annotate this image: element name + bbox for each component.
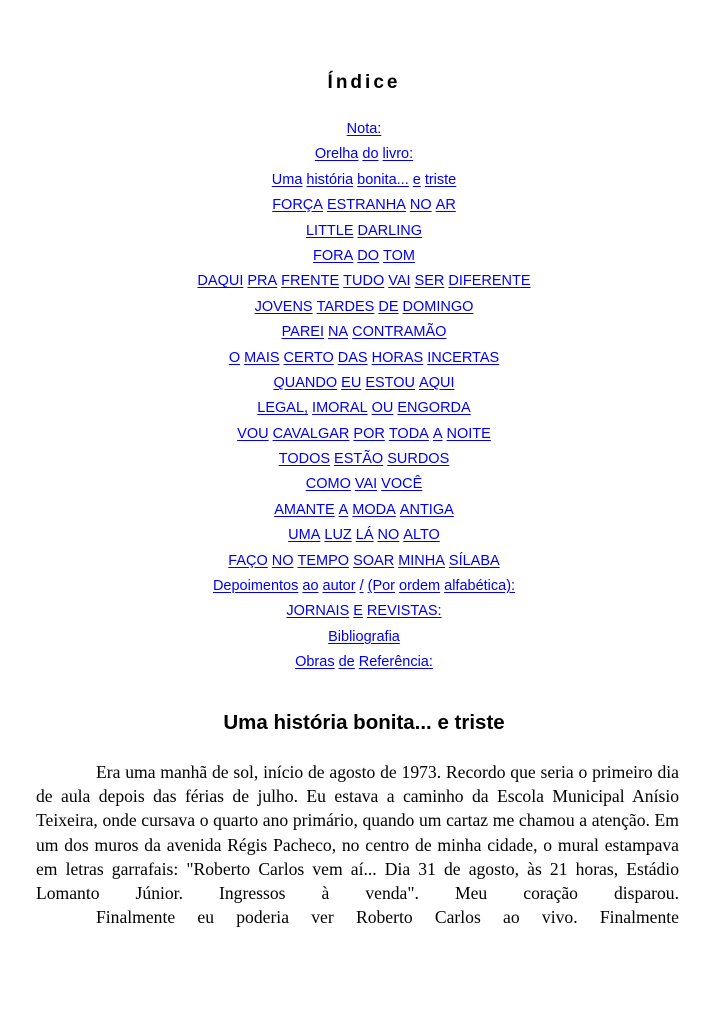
toc-link[interactable]: TEMPO — [297, 552, 350, 569]
toc-link[interactable]: ENGORDA — [397, 400, 471, 417]
toc-link[interactable]: ESTOU — [365, 374, 416, 391]
toc-link[interactable]: LITTLE — [305, 222, 354, 239]
toc-link[interactable]: UMA — [288, 527, 321, 544]
toc-link[interactable]: COMO — [305, 476, 351, 493]
toc-link[interactable]: NO — [377, 527, 400, 544]
toc-link[interactable]: MINHA — [398, 552, 445, 569]
toc-link[interactable]: TODOS — [278, 451, 331, 468]
toc-link[interactable]: JORNAIS — [286, 603, 350, 620]
toc-entry — [0, 625, 728, 650]
toc-link[interactable]: Depoimentos — [212, 578, 299, 595]
toc-link[interactable]: TODA — [388, 425, 429, 442]
toc-link[interactable]: AQUI — [419, 374, 455, 391]
toc-link[interactable]: ESTÃO — [334, 451, 384, 468]
toc-link[interactable]: QUANDO — [273, 374, 338, 391]
toc-link[interactable]: NOITE — [446, 425, 491, 442]
toc-link[interactable]: do — [362, 146, 379, 163]
toc-link[interactable]: ordem — [399, 578, 441, 595]
toc-link[interactable]: TARDES — [316, 298, 375, 315]
toc-link[interactable]: de — [338, 654, 355, 671]
toc-entry — [0, 168, 728, 193]
toc-link[interactable]: Orelha — [314, 146, 359, 163]
toc-link[interactable]: LUZ — [324, 527, 352, 544]
toc-link[interactable]: livro: — [382, 146, 414, 163]
toc-entry — [0, 498, 728, 523]
toc-link[interactable]: VOU — [237, 425, 269, 442]
toc-link[interactable]: REVISTAS: — [366, 603, 442, 620]
toc-link[interactable]: O — [228, 349, 241, 366]
toc-link[interactable]: FORA — [313, 247, 354, 264]
toc-link[interactable]: TOM — [383, 247, 415, 264]
section-title: Uma história bonita... e triste — [223, 711, 505, 734]
toc-entry — [0, 346, 728, 371]
toc-entry — [0, 650, 728, 675]
toc-link[interactable]: FAÇO — [228, 552, 268, 569]
toc-link[interactable]: Referência: — [358, 654, 433, 671]
toc-link[interactable]: ALTO — [403, 527, 440, 544]
toc-link[interactable]: triste — [424, 171, 457, 188]
paragraph-2: Finalmente eu poderia ver Roberto Carlos ao vivo. Finalmente — [96, 907, 679, 928]
toc-link[interactable]: A — [432, 425, 443, 442]
toc-entry — [0, 320, 728, 345]
toc-link[interactable]: bonita... — [357, 171, 409, 188]
toc-link[interactable]: NA — [328, 324, 349, 341]
toc-link[interactable]: JOVENS — [254, 298, 313, 315]
toc-link[interactable]: e — [412, 171, 421, 188]
toc-link[interactable]: DE — [378, 298, 399, 315]
toc-link[interactable]: MAIS — [244, 349, 280, 366]
body-text — [36, 760, 679, 929]
table-of-contents — [0, 117, 728, 676]
toc-link[interactable]: DAS — [337, 349, 368, 366]
toc-link[interactable]: NO — [409, 197, 432, 214]
toc-entry — [0, 269, 728, 294]
toc-link[interactable]: TUDO — [343, 273, 385, 290]
toc-entry — [0, 193, 728, 218]
toc-link[interactable]: AR — [435, 197, 456, 214]
toc-link[interactable]: DOMINGO — [402, 298, 474, 315]
toc-link[interactable]: DAQUI — [197, 273, 244, 290]
toc-link[interactable]: Uma — [271, 171, 303, 188]
toc-link[interactable]: história — [306, 171, 354, 188]
toc-link[interactable]: alfabética): — [444, 578, 516, 595]
toc-entry — [0, 371, 728, 396]
toc-link[interactable]: autor — [322, 578, 356, 595]
index-title: Índice — [327, 72, 401, 93]
toc-link[interactable]: NO — [271, 552, 294, 569]
toc-link[interactable]: E — [353, 603, 363, 620]
toc-link[interactable]: DO — [357, 247, 380, 264]
toc-link[interactable]: INCERTAS — [427, 349, 500, 366]
toc-link[interactable]: MODA — [352, 501, 396, 518]
toc-entry — [0, 549, 728, 574]
toc-link[interactable]: ao — [302, 578, 319, 595]
toc-link[interactable]: LEGAL, — [257, 400, 309, 417]
toc-link[interactable]: LÁ — [355, 527, 374, 544]
toc-entry — [0, 117, 728, 142]
toc-link[interactable]: Nota: — [346, 121, 382, 137]
toc-link[interactable]: ESTRANHA — [326, 197, 406, 214]
toc-link[interactable]: SURDOS — [387, 451, 450, 468]
paragraph-1: Era uma manhã de sol, início de agosto de 1973. Recordo que seria o primeiro dia de aula depois das férias de julho. Eu estava a caminho da Escola Municipal Anísio Teixeira, onde cursava o quarto ano primário, quando um cartaz me chamou a atenção. Em um dos muros da avenida Régis Pacheco, no centro de minha cidade, o mural estampava em letras garrafais: "Roberto Carlos vem aí... Dia 31 de agosto, às 21 horas, Estádio Lomanto Júnior. Ingressos à venda". Meu coração disparou. — [36, 762, 679, 904]
toc-link[interactable]: EU — [341, 374, 362, 391]
toc-link[interactable]: VOCÊ — [381, 476, 423, 493]
toc-entry — [0, 574, 728, 599]
toc-link[interactable]: SER — [414, 273, 445, 290]
toc-link[interactable]: FRENTE — [281, 273, 340, 290]
toc-entry — [0, 295, 728, 320]
toc-link[interactable]: SÍLABA — [448, 552, 500, 569]
toc-link[interactable]: A — [338, 501, 349, 518]
toc-entry — [0, 422, 728, 447]
toc-link[interactable]: OU — [371, 400, 394, 417]
toc-link[interactable]: CONTRAMÃO — [352, 324, 447, 341]
toc-entry — [0, 472, 728, 497]
toc-link[interactable]: AMANTE — [274, 501, 335, 518]
toc-link[interactable]: Obras — [295, 654, 335, 671]
toc-link[interactable]: HORAS — [371, 349, 424, 366]
toc-link[interactable]: CAVALGAR — [272, 425, 350, 442]
toc-link[interactable]: VAI — [388, 273, 411, 290]
toc-entry — [0, 244, 728, 269]
toc-link[interactable]: DARLING — [357, 222, 422, 239]
toc-entry — [0, 523, 728, 548]
toc-link[interactable]: (Por — [367, 578, 396, 595]
toc-entry — [0, 599, 728, 624]
toc-link[interactable]: PAREI — [281, 324, 325, 341]
toc-link[interactable]: ANTIGA — [399, 501, 454, 518]
toc-entry — [0, 447, 728, 472]
toc-link[interactable]: / — [359, 578, 364, 595]
toc-link[interactable]: FORÇA — [272, 197, 323, 214]
toc-link[interactable]: CERTO — [283, 349, 334, 366]
toc-link[interactable]: IMORAL — [312, 400, 368, 417]
toc-link[interactable]: SOAR — [353, 552, 395, 569]
toc-entry — [0, 396, 728, 421]
toc-link[interactable]: POR — [353, 425, 385, 442]
toc-link[interactable]: VAI — [354, 476, 378, 493]
toc-entry — [0, 142, 728, 167]
toc-link[interactable]: DIFERENTE — [448, 273, 531, 290]
toc-link[interactable]: PRA — [247, 273, 278, 290]
toc-entry — [0, 219, 728, 244]
toc-link[interactable]: Bibliografia — [328, 628, 400, 645]
